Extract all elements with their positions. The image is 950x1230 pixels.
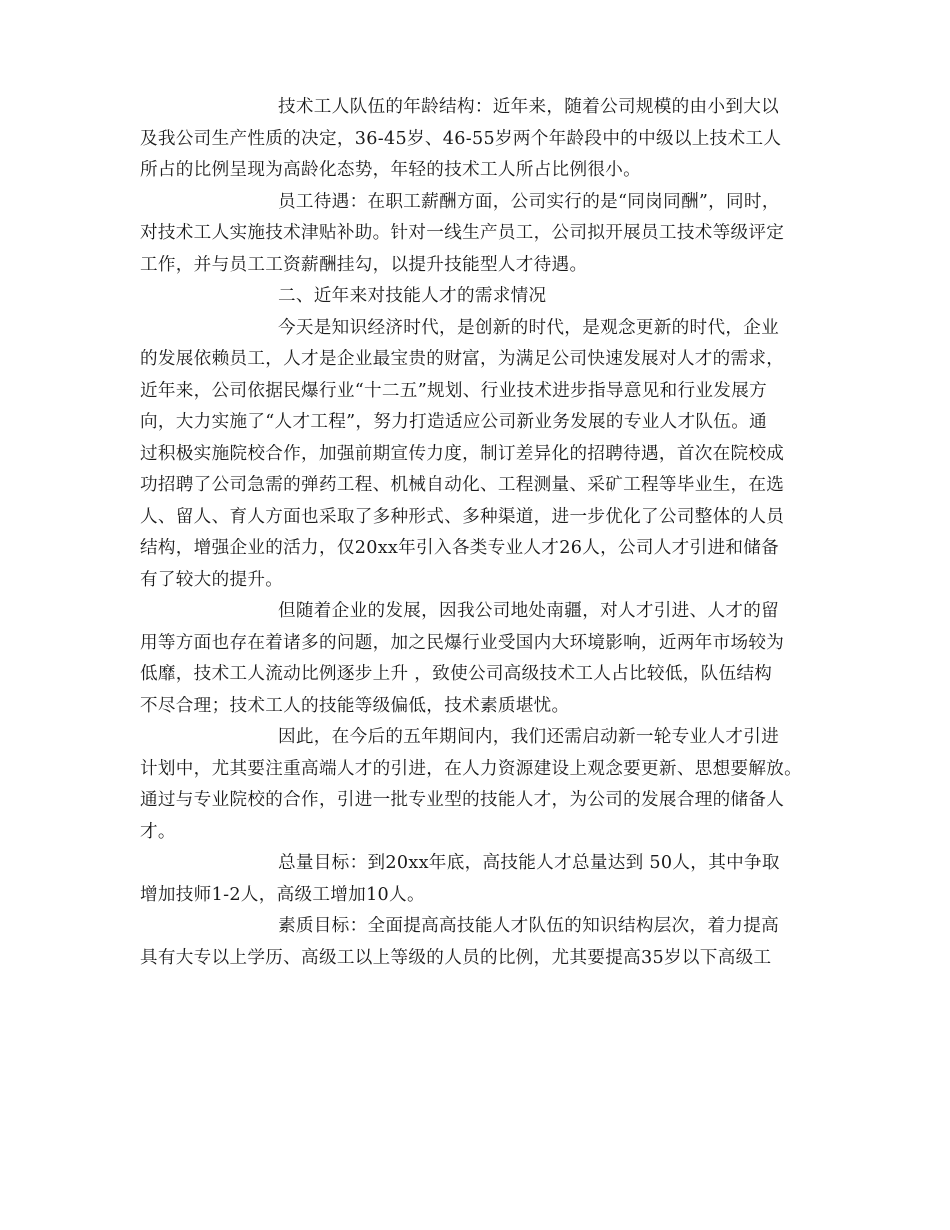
text-line: 对技术工人实施技术津贴补助。针对一线生产员工，公司拟开展员工技术等级评定	[140, 223, 785, 243]
text-line: 低靡，技术工人流动比例逐步上升 ，致使公司高级技术工人占比较低，队伍结构	[140, 664, 773, 684]
text-line: 技术工人队伍的年龄结构：近年来，随着公司规模的由小到大以	[278, 97, 780, 117]
text-line: 二、近年来对技能人才的需求情况	[278, 286, 547, 306]
text-line: 计划中，尤其要注重高端人才的引进，在人力资源建设上观念要更新、思想要解放。	[140, 758, 803, 779]
text-line: 的发展依赖员工，人才是企业最宝贵的财富，为满足公司快速发展对人才的需求，	[140, 349, 785, 369]
text-line: 向，大力实施了“人才工程”，努力打造适应公司新业务发展的专业人才队伍。通	[140, 412, 767, 432]
text-line: 及我公司生产性质的决定，36-45岁、46-55岁两个年龄段中的中级以上技术工人	[140, 128, 782, 149]
text-line: 具有大专以上学历、高级工以上等级的人员的比例，尤其要提高35岁以下高级工	[140, 947, 772, 968]
document-body	[140, 92, 812, 974]
text-line: 员工待遇：在职工薪酬方面，公司实行的是“同岗同酬”，同时，	[278, 191, 780, 212]
text-line: 所占的比例呈现为高龄化态势，年轻的技术工人所占比例很小。	[140, 160, 642, 180]
text-line: 素质目标：全面提高高技能人才队伍的知识结构层次，着力提高	[278, 916, 780, 936]
text-line: 近年来，公司依据民爆行业“十二五”规划、行业技术进步指导意见和行业发展方	[140, 380, 767, 401]
text-line: 结构，增强企业的活力，仅20xx年引入各类专业人才26人，公司人才引进和储备	[140, 538, 780, 558]
text-line: 今天是知识经济时代，是创新的时代，是观念更新的时代，企业	[278, 317, 780, 338]
text-line: 才。	[140, 821, 176, 842]
text-line: 总量目标：到20xx年底，高技能人才总量达到 50人，其中争取	[278, 853, 780, 873]
text-line: 通过与专业院校的合作，引进一批专业型的技能人才，为公司的发展合理的储备人	[140, 790, 785, 810]
text-line: 增加技师1-2人，高级工增加10人。	[140, 884, 425, 905]
text-line: 但随着企业的发展，因我公司地处南疆，对人才引进、人才的留	[278, 601, 780, 621]
text-line: 因此，在今后的五年期间内，我们还需启动新一轮专业人才引进	[278, 727, 780, 747]
text-line: 人、留人、育人方面也采取了多种形式、多种渠道，进一步优化了公司整体的人员	[140, 506, 785, 527]
text-line: 过积极实施院校合作，加强前期宣传力度，制订差异化的招聘待遇，首次在院校成	[140, 443, 785, 464]
text-line: 工作，并与员工工资薪酬挂勾，以提升技能型人才待遇。	[140, 254, 588, 275]
text-line: 功招聘了公司急需的弹药工程、机械自动化、工程测量、采矿工程等毕业生，在选	[140, 475, 785, 495]
text-line: 有了较大的提升。	[140, 569, 284, 590]
text-line: 用等方面也存在着诸多的问题，加之民爆行业受国内大环境影响，近两年市场较为	[140, 632, 785, 653]
text-line: 不尽合理；技术工人的技能等级偏低，技术素质堪忧。	[140, 695, 570, 716]
